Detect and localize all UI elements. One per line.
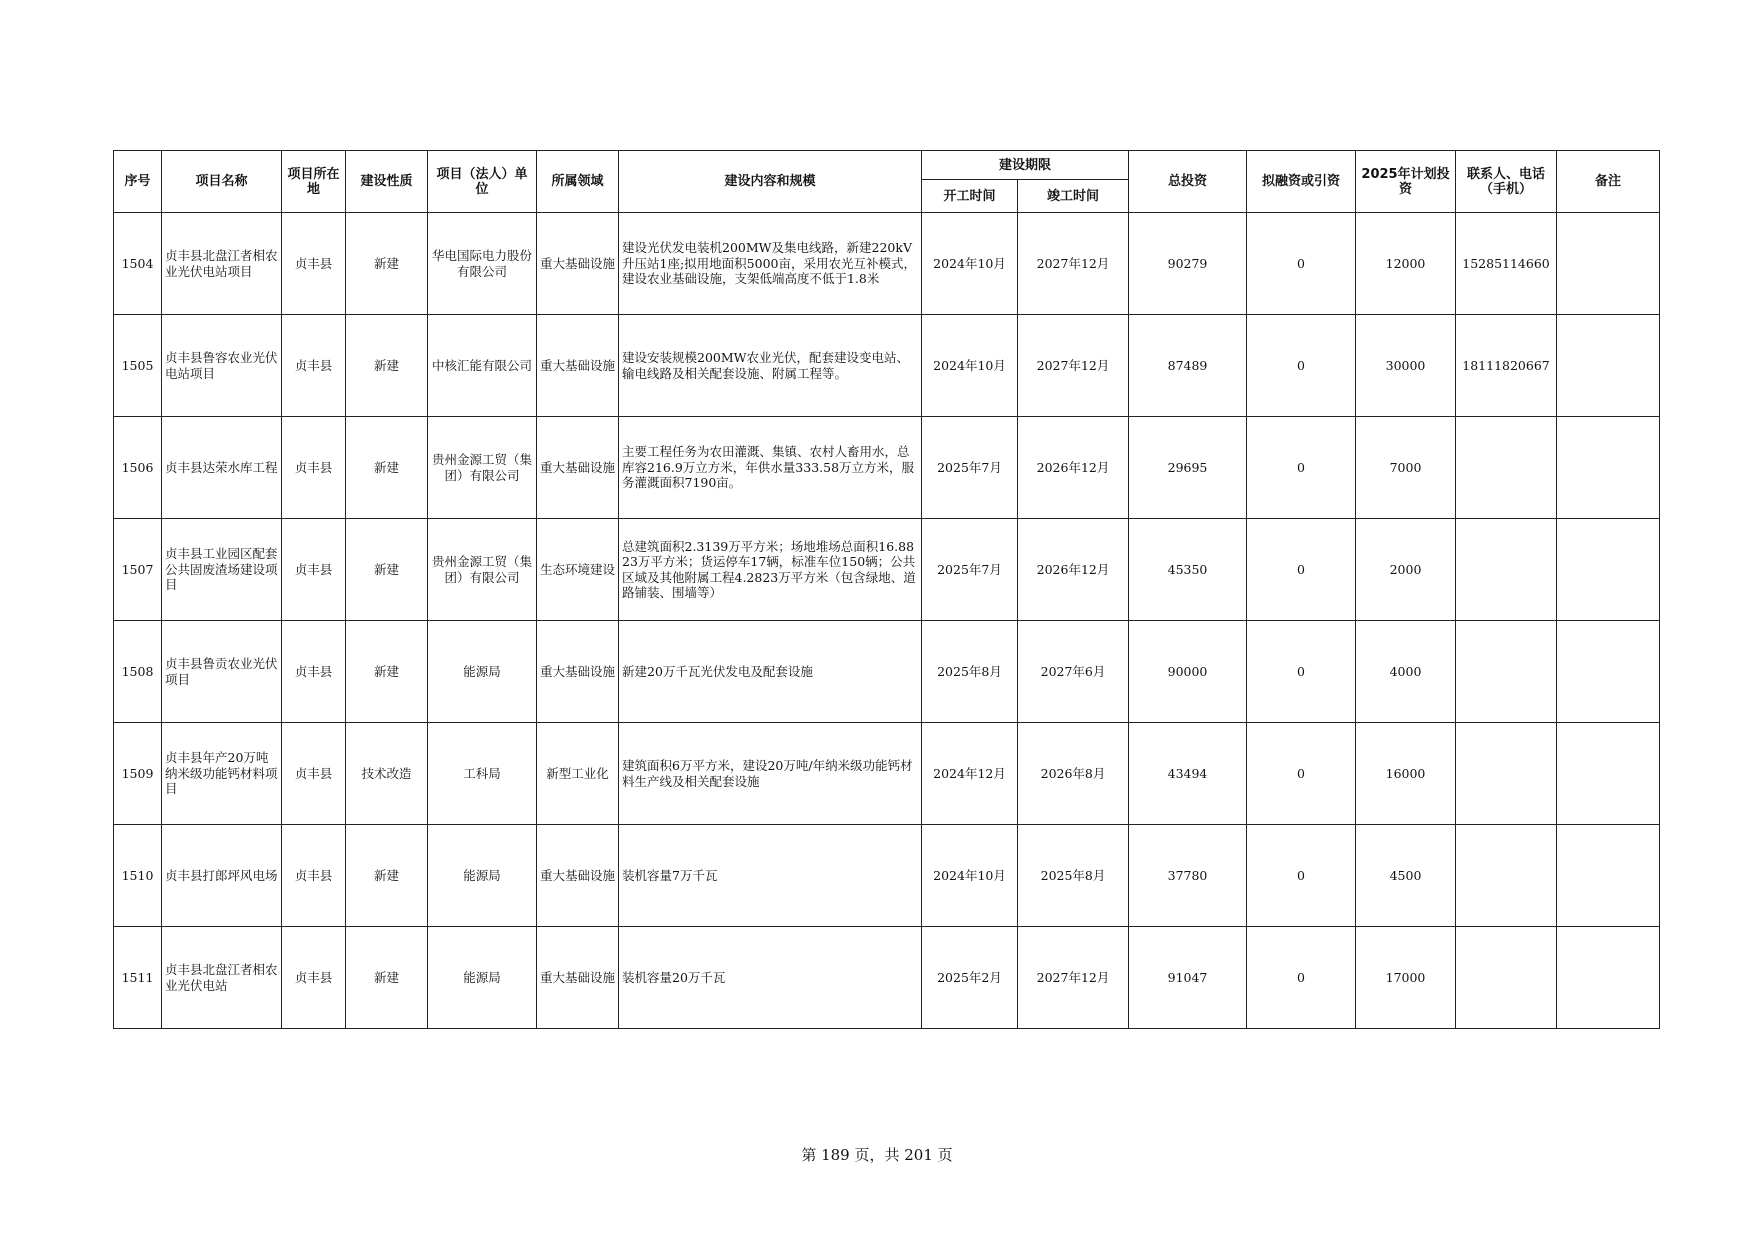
cell-start: 2025年2月 (922, 927, 1018, 1029)
cell-plan2025: 12000 (1356, 213, 1456, 315)
cell-nature: 新建 (346, 315, 428, 417)
cell-plan2025: 16000 (1356, 723, 1456, 825)
cell-finance: 0 (1247, 723, 1356, 825)
cell-remark (1557, 621, 1660, 723)
cell-plan2025: 17000 (1356, 927, 1456, 1029)
cell-name: 贞丰县工业园区配套公共固废渣场建设项目 (162, 519, 282, 621)
cell-seq: 1505 (114, 315, 162, 417)
cell-total: 90279 (1129, 213, 1247, 315)
cell-end: 2026年8月 (1018, 723, 1129, 825)
cell-location: 贞丰县 (282, 417, 346, 519)
cell-field: 生态环境建设 (537, 519, 619, 621)
cell-total: 91047 (1129, 927, 1247, 1029)
cell-contact (1456, 927, 1557, 1029)
cell-nature: 新建 (346, 213, 428, 315)
cell-end: 2027年12月 (1018, 213, 1129, 315)
cell-plan2025: 7000 (1356, 417, 1456, 519)
cell-finance: 0 (1247, 927, 1356, 1029)
cell-remark (1557, 723, 1660, 825)
header-total: 总投资 (1129, 151, 1247, 213)
header-seq: 序号 (114, 151, 162, 213)
cell-finance: 0 (1247, 621, 1356, 723)
cell-plan2025: 2000 (1356, 519, 1456, 621)
cell-owner: 工科局 (428, 723, 537, 825)
table-row (114, 213, 1660, 315)
cell-owner: 贵州金源工贸（集团）有限公司 (428, 417, 537, 519)
cell-total: 43494 (1129, 723, 1247, 825)
cell-remark (1557, 417, 1660, 519)
table-row (114, 723, 1660, 825)
cell-owner: 贵州金源工贸（集团）有限公司 (428, 519, 537, 621)
cell-field: 重大基础设施 (537, 315, 619, 417)
cell-start: 2025年8月 (922, 621, 1018, 723)
cell-plan2025: 4500 (1356, 825, 1456, 927)
header-location: 项目所在地 (282, 151, 346, 213)
cell-start: 2024年10月 (922, 315, 1018, 417)
cell-seq: 1510 (114, 825, 162, 927)
table-body (114, 213, 1660, 1029)
cell-finance: 0 (1247, 825, 1356, 927)
cell-name: 贞丰县北盘江者相农业光伏电站项目 (162, 213, 282, 315)
cell-owner: 华电国际电力股份有限公司 (428, 213, 537, 315)
cell-name: 贞丰县鲁容农业光伏电站项目 (162, 315, 282, 417)
cell-name: 贞丰县鲁贡农业光伏项目 (162, 621, 282, 723)
cell-remark (1557, 213, 1660, 315)
cell-plan2025: 30000 (1356, 315, 1456, 417)
cell-start: 2025年7月 (922, 519, 1018, 621)
table-header (114, 151, 1660, 213)
cell-start: 2025年7月 (922, 417, 1018, 519)
header-start: 开工时间 (922, 180, 1018, 213)
cell-total: 90000 (1129, 621, 1247, 723)
cell-content: 建设光伏发电装机200MW及集电线路，新建220kV升压站1座;拟用地面积5000亩，采用农光互补模式，建设农业基础设施，支架低端高度不低于1.8米 (619, 213, 922, 315)
cell-contact (1456, 417, 1557, 519)
cell-location: 贞丰县 (282, 519, 346, 621)
cell-field: 新型工业化 (537, 723, 619, 825)
cell-finance: 0 (1247, 417, 1356, 519)
cell-location: 贞丰县 (282, 927, 346, 1029)
cell-finance: 0 (1247, 519, 1356, 621)
cell-field: 重大基础设施 (537, 621, 619, 723)
cell-end: 2026年12月 (1018, 519, 1129, 621)
cell-name: 贞丰县年产20万吨纳米级功能钙材料项目 (162, 723, 282, 825)
cell-plan2025: 4000 (1356, 621, 1456, 723)
cell-name: 贞丰县北盘江者相农业光伏电站 (162, 927, 282, 1029)
cell-content: 总建筑面积2.3139万平方米；场地堆场总面积16.8823万平方米；货运停车17辆，标准车位150辆；公共区域及其他附属工程4.2823万平方米（包含绿地、道路铺装、围墙等） (619, 519, 922, 621)
table-row (114, 825, 1660, 927)
cell-end: 2027年12月 (1018, 315, 1129, 417)
table-row (114, 927, 1660, 1029)
cell-owner: 能源局 (428, 927, 537, 1029)
cell-seq: 1511 (114, 927, 162, 1029)
header-name: 项目名称 (162, 151, 282, 213)
cell-contact (1456, 519, 1557, 621)
cell-nature: 新建 (346, 417, 428, 519)
cell-owner: 能源局 (428, 825, 537, 927)
cell-content: 建设安装规模200MW农业光伏，配套建设变电站、输电线路及相关配套设施、附属工程等。 (619, 315, 922, 417)
cell-field: 重大基础设施 (537, 825, 619, 927)
cell-location: 贞丰县 (282, 213, 346, 315)
header-contact: 联系人、电话（手机） (1456, 151, 1557, 213)
cell-end: 2025年8月 (1018, 825, 1129, 927)
cell-nature: 新建 (346, 621, 428, 723)
cell-owner: 中核汇能有限公司 (428, 315, 537, 417)
table-row (114, 417, 1660, 519)
cell-contact: 18111820667 (1456, 315, 1557, 417)
cell-total: 29695 (1129, 417, 1247, 519)
cell-total: 87489 (1129, 315, 1247, 417)
cell-total: 45350 (1129, 519, 1247, 621)
cell-content: 新建20万千瓦光伏发电及配套设施 (619, 621, 922, 723)
cell-start: 2024年10月 (922, 213, 1018, 315)
cell-content: 装机容量20万千瓦 (619, 927, 922, 1029)
cell-contact (1456, 723, 1557, 825)
cell-name: 贞丰县达荣水库工程 (162, 417, 282, 519)
header-remark: 备注 (1557, 151, 1660, 213)
cell-owner: 能源局 (428, 621, 537, 723)
header-owner: 项目（法人）单位 (428, 151, 537, 213)
page-footer: 第 189 页，共 201 页 (801, 1146, 953, 1164)
table-row (114, 621, 1660, 723)
cell-field: 重大基础设施 (537, 213, 619, 315)
cell-nature: 新建 (346, 519, 428, 621)
header-plan2025: 2025年计划投资 (1356, 151, 1456, 213)
cell-remark (1557, 927, 1660, 1029)
cell-contact (1456, 621, 1557, 723)
table-row (114, 519, 1660, 621)
cell-nature: 新建 (346, 825, 428, 927)
cell-remark (1557, 519, 1660, 621)
cell-seq: 1509 (114, 723, 162, 825)
cell-nature: 技术改造 (346, 723, 428, 825)
cell-finance: 0 (1247, 213, 1356, 315)
header-content: 建设内容和规模 (619, 151, 922, 213)
cell-contact: 15285114660 (1456, 213, 1557, 315)
cell-content: 主要工程任务为农田灌溉、集镇、农村人畜用水，总库容216.9万立方米，年供水量333.58万立方米，服务灌溉面积7190亩。 (619, 417, 922, 519)
header-end: 竣工时间 (1018, 180, 1129, 213)
cell-start: 2024年12月 (922, 723, 1018, 825)
cell-seq: 1508 (114, 621, 162, 723)
header-nature: 建设性质 (346, 151, 428, 213)
cell-nature: 新建 (346, 927, 428, 1029)
cell-seq: 1506 (114, 417, 162, 519)
cell-content: 装机容量7万千瓦 (619, 825, 922, 927)
cell-end: 2026年12月 (1018, 417, 1129, 519)
cell-finance: 0 (1247, 315, 1356, 417)
cell-name: 贞丰县打郎坪风电场 (162, 825, 282, 927)
cell-seq: 1504 (114, 213, 162, 315)
header-period: 建设期限 (922, 151, 1129, 180)
header-field: 所属领域 (537, 151, 619, 213)
cell-location: 贞丰县 (282, 825, 346, 927)
cell-end: 2027年12月 (1018, 927, 1129, 1029)
cell-field: 重大基础设施 (537, 417, 619, 519)
cell-remark (1557, 825, 1660, 927)
header-finance: 拟融资或引资 (1247, 151, 1356, 213)
cell-total: 37780 (1129, 825, 1247, 927)
cell-remark (1557, 315, 1660, 417)
cell-content: 建筑面积6万平方米，建设20万吨/年纳米级功能钙材料生产线及相关配套设施 (619, 723, 922, 825)
cell-end: 2027年6月 (1018, 621, 1129, 723)
project-table (113, 150, 1660, 1029)
cell-location: 贞丰县 (282, 723, 346, 825)
cell-location: 贞丰县 (282, 315, 346, 417)
cell-seq: 1507 (114, 519, 162, 621)
cell-start: 2024年10月 (922, 825, 1018, 927)
cell-location: 贞丰县 (282, 621, 346, 723)
table-row (114, 315, 1660, 417)
cell-contact (1456, 825, 1557, 927)
cell-field: 重大基础设施 (537, 927, 619, 1029)
